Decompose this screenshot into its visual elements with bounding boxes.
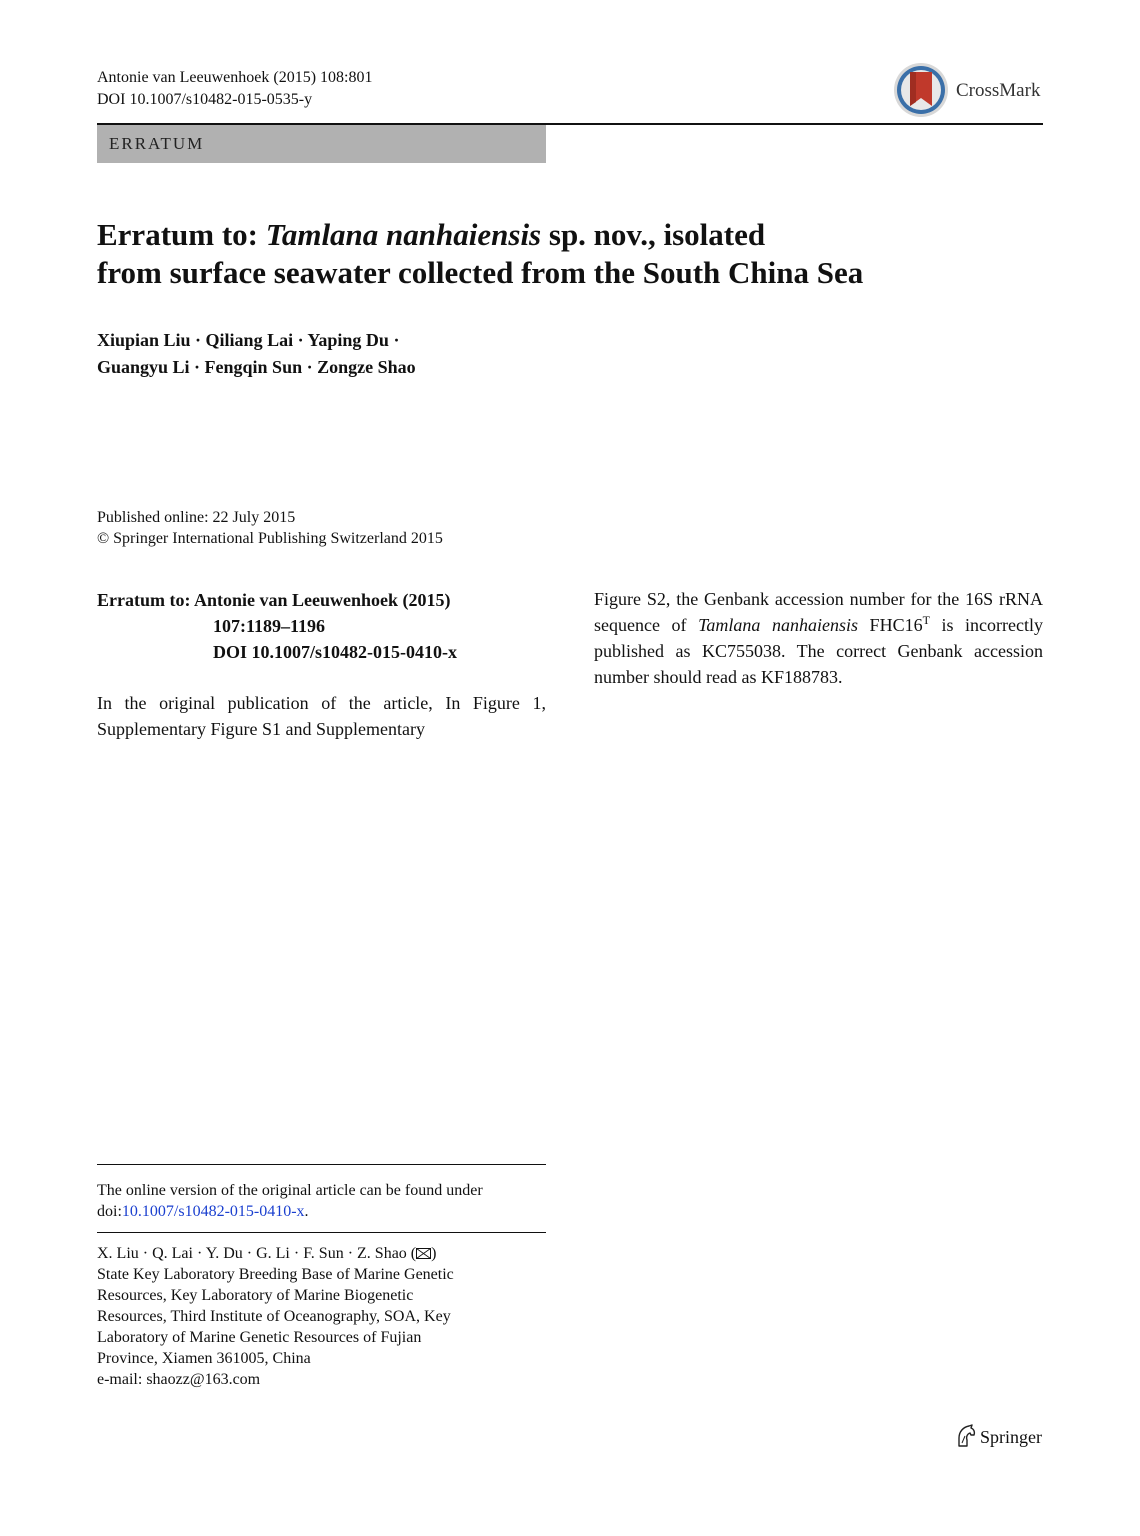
original-article-doi-link[interactable]: 10.1007/s10482-015-0410-x [121, 1203, 305, 1220]
body-right-part1: Figure S2, the Genbank accession number for the 16S rRNA sequence of [594, 589, 1043, 635]
authors-short-end: ) [431, 1245, 437, 1262]
online-version-text: The online version of the original article can be found under doi: [97, 1182, 483, 1220]
author-affiliation [97, 1243, 546, 1390]
springer-horse-icon [955, 1424, 977, 1448]
title-line1-rest: sp. nov., isolated [541, 217, 766, 252]
online-version-end: . [304, 1203, 309, 1220]
erratum-ref-doi: DOI 10.1007/s10482-015-0410-x [213, 642, 457, 662]
body-paragraph-right [594, 586, 1043, 690]
authors-short: X. Liu · Q. Lai · Y. Du · G. Li · F. Sun · Z. Shao ( [97, 1245, 417, 1262]
body-right-part2: FHC16 [858, 615, 923, 635]
affiliation-line2: Resources, Key Laboratory of Marine Biogenetic [97, 1287, 414, 1304]
springer-logo [955, 1424, 1055, 1450]
authors-line1: Xiupian Liu · Qiliang Lai · Yaping Du · [97, 330, 400, 350]
footnote-rule-top [97, 1164, 546, 1165]
copyright: © Springer International Publishing Switzerland 2015 [97, 530, 443, 547]
body-right-species: Tamlana nanhaiensis [698, 615, 858, 635]
springer-label: Springer [980, 1427, 1042, 1447]
erratum-ref-line1: Erratum to: Antonie van Leeuwenhoek (2015) [97, 590, 451, 610]
journal-citation: Antonie van Leeuwenhoek (2015) 108:801 [97, 69, 373, 86]
article-title [97, 216, 1047, 292]
title-prefix: Erratum to: [97, 217, 266, 252]
type-strain-superscript: T [922, 613, 930, 627]
crossmark-icon [893, 62, 949, 118]
author-email[interactable]: e-mail: shaozz@163.com [97, 1371, 261, 1388]
article-type-banner [97, 125, 546, 163]
crossmark-label: CrossMark [956, 80, 1041, 101]
body-paragraph-left: In the original publication of the article, In Figure 1, Supplementary Figure S1 and Supplementary [97, 693, 546, 739]
article-doi: DOI 10.1007/s10482-015-0535-y [97, 91, 313, 108]
erratum-reference [97, 587, 546, 665]
crossmark-badge[interactable] [893, 62, 1053, 120]
envelope-icon[interactable] [416, 1248, 431, 1259]
affiliation-line1: State Key Laboratory Breeding Base of Marine Genetic [97, 1266, 454, 1283]
title-species: Tamlana nanhaiensis [265, 217, 542, 252]
body-right-part3: is incorrectly published as KC755038. The correct Genbank accession number should read as KF188783. [594, 615, 1044, 687]
published-online: Published online: 22 July 2015 [97, 509, 296, 526]
author-list [97, 327, 697, 381]
affiliation-line5: Province, Xiamen 361005, China [97, 1350, 311, 1367]
online-version-note [97, 1180, 546, 1222]
article-type-label: ERRATUM [109, 134, 205, 153]
authors-line2: Guangyu Li · Fengqin Sun · Zongze Shao [97, 357, 416, 377]
affiliation-line4: Laboratory of Marine Genetic Resources of Fujian [97, 1329, 422, 1346]
erratum-ref-line2: 107:1189–1196 [213, 616, 326, 636]
affiliation-line3: Resources, Third Institute of Oceanography, SOA, Key [97, 1308, 451, 1325]
footnote-rule-bottom [97, 1232, 546, 1233]
title-line2: from surface seawater collected from the South China Sea [97, 255, 864, 290]
